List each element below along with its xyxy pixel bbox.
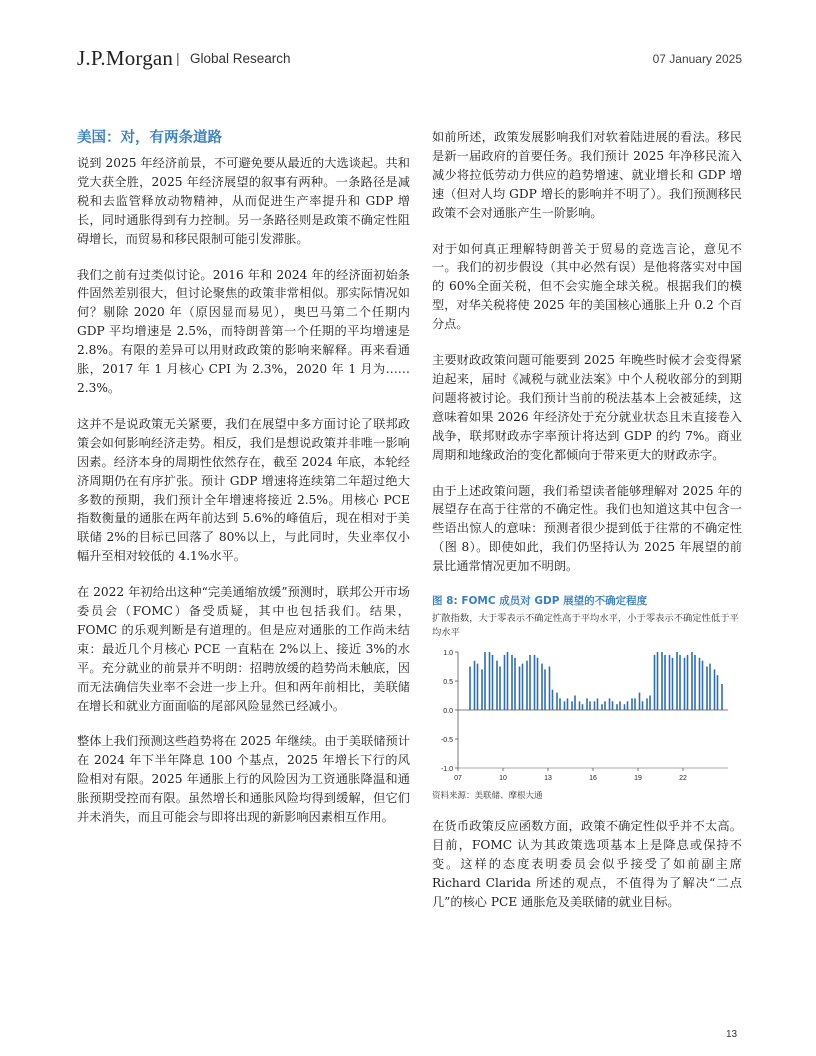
bar [559, 698, 561, 710]
y-tick-label: 0.0 [443, 708, 453, 716]
publication-date: 07 January 2025 [652, 52, 742, 66]
bar [477, 664, 479, 710]
paragraph: 由于上述政策问题，我们希望读者能够理解对 2025 年的展望存在高于往常的不确定性。我们也知道这其中包含一些语出惊人的意味：预测者很少提到低于往常的不确定性（图 8）。即使如此，我们仍坚持认为 2025 年展望的前景比通常情况更加不明朗。 [432, 483, 742, 574]
bar [627, 701, 629, 710]
bar [594, 701, 596, 710]
bar [541, 664, 543, 710]
y-tick-label: 1.0 [443, 650, 453, 658]
bar [654, 655, 656, 710]
bar [604, 701, 606, 710]
bar [489, 652, 491, 710]
bar [514, 658, 516, 710]
bar [579, 701, 581, 710]
x-tick-label: 19 [634, 775, 642, 783]
section-label: Global Research [190, 51, 291, 66]
bar [549, 667, 551, 711]
figure-source: 资料来源：美联储、摩根大通 [432, 791, 543, 802]
x-tick-label: 10 [499, 775, 507, 783]
bar [679, 655, 681, 710]
x-tick-label: 07 [454, 775, 462, 783]
bar [492, 655, 494, 710]
bar [717, 675, 719, 710]
bar [714, 669, 716, 710]
bar [649, 696, 651, 711]
bar [624, 704, 626, 710]
paragraph: 对于如何真正理解特朗普关于贸易的竞选言论，意见不一。我们的初步假设（其中必然有误）是他将落实对中国的 60%全面关税，但不会实施全球关税。根据我们的模型，对华关税将使 2025 年的美国核心通胀上升 0.2 个百分点。 [432, 241, 742, 332]
bar [552, 690, 554, 710]
uncertainty-bar-chart [432, 646, 732, 786]
x-tick-label: 22 [679, 775, 687, 783]
left-column [77, 128, 410, 844]
y-tick-label: -0.5 [440, 737, 453, 745]
x-tick-label: 13 [544, 775, 552, 783]
bar [616, 704, 618, 710]
bar [567, 698, 569, 710]
y-tick-label: -1.0 [440, 766, 453, 774]
bar [684, 658, 686, 710]
y-tick-label: 0.5 [443, 679, 453, 687]
bar [597, 698, 599, 710]
bar [496, 661, 498, 710]
bar [504, 655, 506, 710]
bar [526, 661, 528, 710]
chart-container [432, 646, 732, 786]
bar [537, 658, 539, 710]
bar [564, 701, 566, 710]
bar [507, 652, 509, 710]
paragraph: 如前所述，政策发展影响我们对软着陆进展的看法。移民是新一届政府的首要任务。我们预计 2025 年净移民流入减少将拉低劳动力供应的趋势增速、就业增长和 GDP 增速（但对人均 GDP 增长的影响并不明了）。我们预测移民政策不会对通胀产生一阶影响。 [432, 130, 742, 220]
bar [672, 658, 674, 710]
bar [639, 693, 641, 710]
bar [601, 704, 603, 710]
bar [631, 698, 633, 710]
bar [556, 693, 558, 710]
bar [642, 701, 644, 710]
brand-logo: J.P.Morgan [77, 46, 174, 70]
bar [669, 655, 671, 710]
bar [699, 658, 701, 710]
x-tick-label: 16 [589, 775, 597, 783]
bar [589, 701, 591, 710]
bar [544, 669, 546, 710]
figure-title: 图 8: FOMC 成员对 GDP 展望的不确定程度 [432, 595, 648, 608]
paragraph: 在货币政策反应函数方面，政策不确定性似乎并不太高。目前，FOMC 认为其政策选项基本上是降息或保持不变。这样的态度表明委员会似乎接受了如前副主席 Richard Clarida 所述的观点，不值得为了解决“二点几”的核心 PCE 通胀危及美联储的就业目标。 [432, 819, 742, 909]
bar [582, 704, 584, 710]
bar [676, 652, 678, 710]
bar [511, 655, 513, 710]
figure-subtitle: 扩散指数，大于零表示不确定性高于平均水平，小于零表示不确定性低于平均水平 [432, 613, 739, 639]
page-header [77, 46, 742, 72]
bar [484, 652, 486, 710]
bar [612, 701, 614, 710]
bar [634, 698, 636, 710]
bar [474, 661, 476, 710]
paragraph: 说到 2025 年经济前景，不可避免要从最近的大选谈起。共和党大获全胜，2025 年经济展望的叙事有两种。一条路径是减税和去监管释放动物精神，从而促进生产率提升和 GDP 增长，同时通胀得到有力控制。另一条路径则是政策不确定性阻碍增长，而贸易和移民限制可能引发滞胀。 [77, 156, 410, 246]
bar [586, 698, 588, 710]
bar [481, 669, 483, 710]
bar [694, 655, 696, 710]
paragraph: 在 2022 年初给出这种“完美通缩放缓”预测时，联邦公开市场委员会（FOMC）备受质疑，其中也包括我们。结果，FOMC 的乐观判断是有道理的。但是应对通胀的工作尚未结束：最近几个月核心 PCE 一直粘在 2%以上、接近 3%的水平。充分就业的前景并不明朗：招聘放缓的趋势尚未触底，因而无法确信失业率不会进一步上升。但和两年前相比，美联储在增长和就业方面面临的尾部风险显然已经减小。 [77, 585, 410, 713]
paragraph: 主要财政政策问题可能要到 2025 年晚些时候才会变得紧迫起来，届时《减税与就业法案》中个人税收部分的到期问题将被讨论。我们预计当前的税法基本上会被延续，这意味着如果 2026 年经济处于充分就业状态且未直接卷入战争，联邦财政赤字率预计将达到 GDP 的约 7%。商业周期和地缘政治的变化都倾向于带来更大的财政赤字。 [432, 353, 742, 462]
bar [706, 667, 708, 711]
bar [661, 652, 663, 710]
bar [687, 655, 689, 710]
paragraph: 这并不是说政策无关紧要，我们在展望中多方面讨论了联邦政策会如何影响经济走势。相反，我们是想说政策并非唯一影响因素。经济本身的周期性依然存在，截至 2024 年底，本轮经济周期仍在有序扩张。预计 GDP 增速将连续第二年超过绝大多数的预期，我们预计全年增速将接近 2.5%。用核心 PCE 指数衡量的通胀在两年前达到 5.6%的峰值后，现在相对于美联储 2%的目标已回落了 80%以上，与此同时，失业率仅小幅升至相对较低的 4.1%水平。 [77, 416, 410, 564]
paragraph: 我们之前有过类似讨论。2016 年和 2024 年的经济面初始条件固然差别很大，但讨论聚焦的政策非常相似。那实际情况如何？剔除 2020 年（原因显而易见），奥巴马第二个任期内 GDP 平均增速是 2.5%，而特朗普第一个任期的平均增速是 2.8%。有限的差异可以用财政政策的影响来解释。再来看通胀，2017 年 1 月核心 CPI 为 2.3%，2020 年 1 月为……2.3%。 [77, 267, 410, 395]
bar [534, 655, 536, 710]
figure-8 [432, 593, 742, 801]
paragraph: 整体上我们预测这些趋势将在 2025 年继续。由于美联储预计在 2024 年下半年降息 100 个基点，2025 年增长下行的风险相对有限。2025 年通胀上行的风险因为工资通胀降温和通胀预期受控而有限。虽然增长和通胀风险均得到缓解，但它们并未消失，而且可能会与即将出现的新影响因素相互作用。 [77, 734, 410, 825]
bar [709, 664, 711, 710]
bar [469, 667, 471, 711]
page-number: 13 [726, 1029, 738, 1040]
bar [529, 655, 531, 710]
bar [609, 698, 611, 710]
bar [646, 698, 648, 710]
header-separator: | [176, 50, 180, 66]
bar [522, 664, 524, 710]
bar [571, 701, 573, 710]
bar [721, 684, 723, 710]
right-column [432, 128, 742, 929]
section-heading: 美国：对，有两条道路 [77, 130, 222, 146]
bar [664, 655, 666, 710]
bar [691, 652, 693, 710]
bar [657, 652, 659, 710]
bar [619, 701, 621, 710]
bar [702, 661, 704, 710]
bar [499, 667, 501, 711]
bar [519, 667, 521, 711]
bar [574, 696, 576, 711]
